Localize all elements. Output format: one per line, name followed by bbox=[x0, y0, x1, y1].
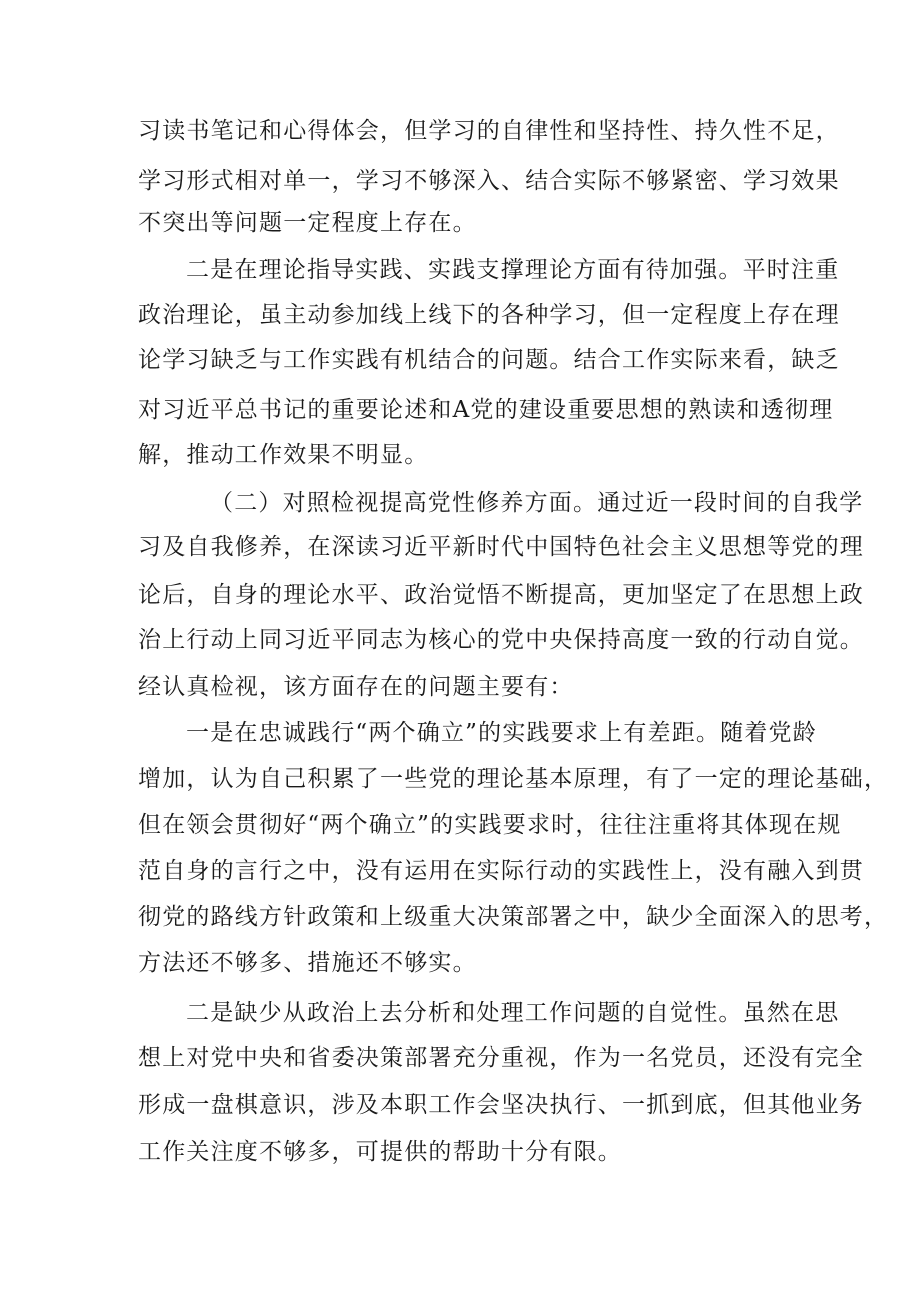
paragraph-line: 二是在理论指导实践、实践支撑理论方面有待加强。平时注重 bbox=[186, 257, 840, 283]
paragraph-line: 范自身的言行之中，没有运用在实际行动的实践性上，没有融入到贯 bbox=[138, 858, 864, 884]
paragraph-line: 经认真检视，该方面存在的问题主要有： bbox=[138, 674, 574, 700]
paragraph-line: 不突出等问题一定程度上存在。 bbox=[138, 210, 477, 236]
paragraph-line: 增加，认为自己积累了一些党的理论基本原理，有了一定的理论基础， bbox=[138, 766, 889, 792]
paragraph-line: 形成一盘棋意识，涉及本职工作会坚决执行、一抓到底，但其他业务 bbox=[138, 1092, 864, 1118]
paragraph-line: 对习近平总书记的重要论述和A党的建设重要思想的熟读和透彻理 bbox=[138, 397, 834, 423]
paragraph-line: 习及自我修养，在深读习近平新时代中国特色社会主义思想等党的理 bbox=[138, 534, 864, 560]
paragraph-line: 想上对党中央和省委决策部署充分重视，作为一名党员，还没有完全 bbox=[138, 1045, 864, 1071]
paragraph-line: 学习形式相对单一，学习不够深入、结合实际不够紧密、学习效果 bbox=[138, 168, 840, 194]
section-heading-line: （二）对照检视提高党性修养方面。通过近一段时间的自我学 bbox=[210, 490, 864, 516]
paragraph-line: 一是在忠诚践行“两个确立”的实践要求上有差距。随着党龄 bbox=[186, 720, 817, 746]
paragraph-line: 解，推动工作效果不明显。 bbox=[138, 442, 429, 468]
paragraph-line: 方法还不够多、措施还不够实。 bbox=[138, 950, 477, 976]
paragraph-line: 但在领会贯彻好“两个确立”的实践要求时，往往注重将其体现在规 bbox=[138, 812, 842, 838]
paragraph-line: 治上行动上同习近平同志为核心的党中央保持高度一致的行动自觉。 bbox=[138, 627, 864, 653]
paragraph-line: 工作关注度不够多，可提供的帮助十分有限。 bbox=[138, 1139, 622, 1165]
paragraph-line: 论学习缺乏与工作实践有机结合的问题。结合工作实际来看，缺乏 bbox=[138, 347, 840, 373]
paragraph-line: 彻党的路线方针政策和上级重大决策部署之中，缺少全面深入的思考， bbox=[138, 904, 889, 930]
paragraph-line: 政治理论，虽主动参加线上线下的各种学习，但一定程度上存在理 bbox=[138, 302, 840, 328]
paragraph-line: 二是缺少从政治上去分析和处理工作问题的自觉性。虽然在思 bbox=[186, 1000, 840, 1026]
paragraph-line: 习读书笔记和心得体会，但学习的自律性和坚持性、持久性不足， bbox=[138, 118, 840, 144]
paragraph-line: 论后，自身的理论水平、政治觉悟不断提高，更加坚定了在思想上政 bbox=[138, 582, 864, 608]
